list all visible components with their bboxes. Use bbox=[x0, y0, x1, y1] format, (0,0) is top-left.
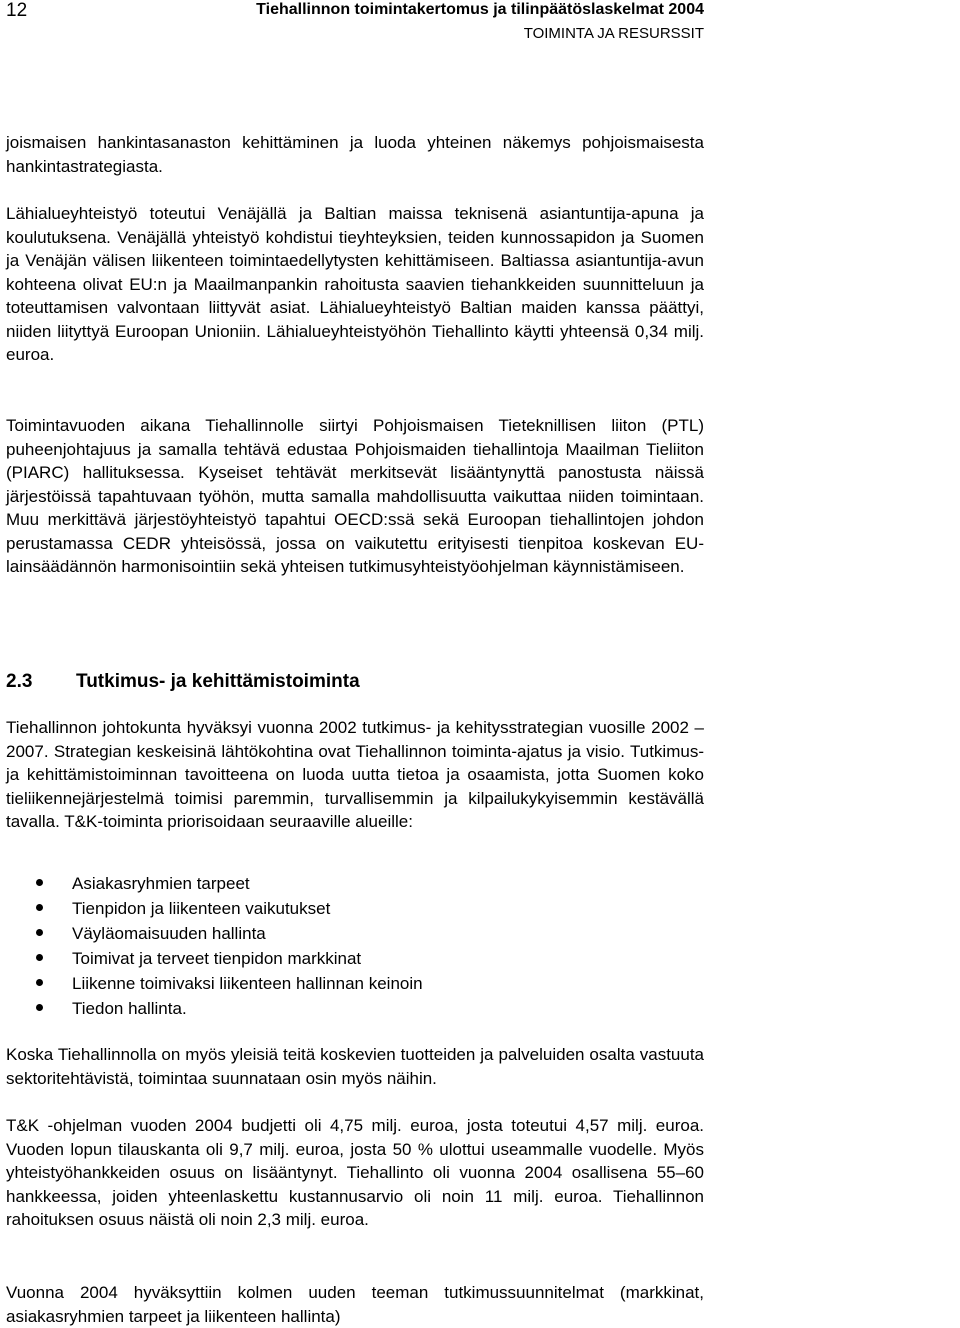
paragraph-research-plans: Vuonna 2004 hyväksyttiin kolmen uuden teeman tutkimussuunnitelmat (markkinat, asiakasryhmien tarpeet ja liikenteen hallinta) bbox=[6, 1283, 704, 1326]
list-item: Tiedon hallinta. bbox=[0, 996, 423, 1021]
list-item: Tienpidon ja liikenteen vaikutukset bbox=[0, 896, 423, 921]
list-item: Väyläomaisuuden hallinta bbox=[0, 921, 423, 946]
bullet-icon bbox=[36, 904, 43, 911]
bullet-icon bbox=[36, 1004, 43, 1011]
section-number: 2.3 bbox=[6, 671, 33, 692]
bullet-icon bbox=[36, 954, 43, 961]
paragraph-nordic-procurement: joismaisen hankintasanaston kehittäminen ja luoda yhteinen näkemys pohjoismaisesta hankintastrategiasta. bbox=[6, 133, 704, 176]
bullet-icon bbox=[36, 929, 43, 936]
section-heading bbox=[6, 670, 360, 694]
priority-areas-list bbox=[0, 871, 423, 1021]
bullet-icon bbox=[36, 979, 43, 986]
paragraph-neighbouring-cooperation: Lähialueyhteistyö toteutui Venäjällä ja Baltian maissa teknisenä asiantuntija-apuna ja koulutuksena. Venäjällä yhteistyö kohdistui tieyhteyksien, teiden kunnossapidon ja Suomen ja Venäjän välisen liikenteen toimintaedellytysten kehittämiseen. Baltiassa asiantuntija-avun kohteena olivat EU:n ja Maailmanpankin rahoitusta saavien tiehankkeiden suunnitteluun ja toteuttamisen valvontaan liittyvät asiat. Lähialueyhteistyö Baltian maiden kanssa päättyi, niiden liityttyä Euroopan Unioniin. Lähialueyhteistyöhön Tiehallinto käytti yhteensä 0,34 milj. euroa. bbox=[6, 204, 704, 364]
page-number: 12 bbox=[6, 0, 28, 21]
section-running-title: TOIMINTA JA RESURSSIT bbox=[523, 25, 704, 42]
bullet-icon bbox=[36, 879, 43, 886]
paragraph-rd-strategy: Tiehallinnon johtokunta hyväksyi vuonna 2002 tutkimus- ja kehitysstrategian vuosille 2002 – 2007. Strategian keskeisinä lähtökohtina ovat Tiehallinnon toiminta-ajatus ja visio. Tutkimus- ja kehittämistoiminnan tavoitteena on luoda uutta tietoa ja osaamista, jotta Suomen koko tieliikennejärjestelmä toimisi paremmin, turvallisemmin ja kilpailukykyisemmin kestävällä tavalla. T&K-toiminta priorisoidaan seuraaville alueille: bbox=[6, 718, 704, 831]
document-title: Tiehallinnon toimintakertomus ja tilinpäätöslaskelmat 2004 bbox=[256, 1, 704, 18]
paragraph-organisation-cooperation: Toimintavuoden aikana Tiehallinnolle siirtyi Pohjoismaisen Tieteknillisen liiton (PTL) puheenjohtajuus ja samalla tehtävä edustaa Pohjoismaiden tiehallintoja Maailman Tieliiton (PIARC) hallituksessa. Kyseiset tehtävät merkitsevät lisääntynyttä panostusta näissä järjestöissä tapahtuvaan työhön, mutta samalla mahdollisuutta vaikuttaa niiden toimintaan. Muu merkittävä järjestöyhteistyö tapahtui OECD:ssä sekä Euroopan tiehallintojen johdon perustamassa CEDR yhteisössä, jossa on vaikutettu erityisesti tienpitoa koskevan EU-lainsäädännön harmonisointiin sekä yhteisen tutkimusyhteistyöohjelman käynnistämiseen. bbox=[6, 416, 704, 576]
paragraph-sector-responsibility: Koska Tiehallinnolla on myös yleisiä teitä koskevien tuotteiden ja palveluiden osalta vastuuta sektoritehtävistä, toimintaa suunnataan osin myös näihin. bbox=[6, 1045, 704, 1088]
paragraph-rd-budget: T&K -ohjelman vuoden 2004 budjetti oli 4,75 milj. euroa, josta toteutui 4,57 milj. euroa. Vuoden lopun tilauskanta oli 9,7 milj. euroa, josta 50 % ulottui useammalle vuodelle. Myös yhteistyöhankkeiden osuus on lisääntynyt. Tiehallinto oli vuonna 2004 osallisena 55–60 hankkeessa, joiden yhteenlaskettu kustannusarvio oli noin 11 milj. euroa. Tiehallinnon rahoituksen osuus näistä oli noin 2,3 milj. euroa. bbox=[6, 1116, 704, 1229]
section-title: Tutkimus- ja kehittämistoiminta bbox=[76, 671, 360, 692]
list-item: Asiakasryhmien tarpeet bbox=[0, 871, 423, 896]
list-item: Liikenne toimivaksi liikenteen hallinnan keinoin bbox=[0, 971, 423, 996]
list-item: Toimivat ja terveet tienpidon markkinat bbox=[0, 946, 423, 971]
